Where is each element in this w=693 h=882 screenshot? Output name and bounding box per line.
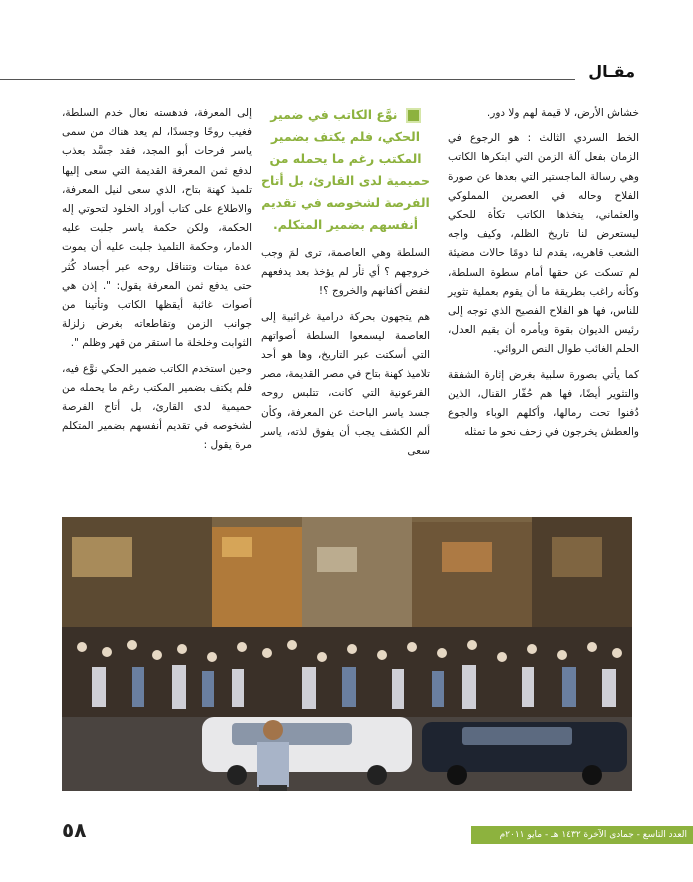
paragraph: إلى المعرفة، فدهسته نعال خدم السلطة، فغيب روحًا وجسدًا، لم يعد هناك من سمى ياسر فرحات أبو المجد، فقد جسَّد بعذب لدفع ثمن المعرفة القديمة التي سعى إليها تلميذ كهنة بتاح، الذي سعى لنيل المعرفة، والاطلاع على كتاب أوراد الخلود لتحوتي إله الحكمة، ولكن حكمة ياسر جلبت عليه الدمار، وحكمة التلميذ جلبت عليه أن يموت عدة ميتات وتتناقل روحه عبر أجساد كُثر حتى يدفع ثمن المعرفة يقول: ". إذن هي أصوات غائبة أيقظها الكاتب وتأتينا من جوانب الزمن وتقاطعاته بغرض زلزلة الثوابت وخلخلة ما استقر من قهر وظلم ". <box>62 107 252 350</box>
paragraph: خشاش الأرض، لا قيمة لهم ولا دور. <box>486 107 639 119</box>
pull-quote <box>261 104 430 236</box>
issue-footer: العدد التاسع - جمادى الآخرة ١٤٣٢ هـ - مايو ٢٠١١م <box>471 826 693 844</box>
pull-quote-text: نوَّع الكاتب في ضمير الحكي، فلم يكتف بضمير المكتب رغم ما يحمله من حميمية لدى القارئ، بل أتاح الفرصة لشخوصه في تقديم أنفسهم بضمير المتكلم. <box>261 107 430 232</box>
page-number: ٥٨ <box>62 818 87 842</box>
header-rule <box>0 79 575 80</box>
article-column-right <box>448 104 639 448</box>
quote-square-icon <box>406 108 421 123</box>
street-crowd-photo <box>62 517 632 791</box>
paragraph: السلطة وهي العاصمة، ترى لمَ وجب خروجهم ؟ أي ثأر لم يؤخذ بعد يدفعهم لنفض أكفانهم والخروج ؟! <box>261 247 430 298</box>
paragraph: هم يتجهون بحركة درامية غرائبية إلى العاصمة ليسمعوا السلطة أصواتهم التي أسكتت عبر التاريخ، وها هو أحد تلاميذ كهنة بتاح في مصر القديمة، مصر الفرعونية التي كانت، تتلبس روحه جسد ياسر الباحث عن المعرفة، وكأن ألم الكشف يجب أن يفوق لذته، ياسر سعى <box>261 310 430 458</box>
paragraph: الخط السردي الثالث : هو الرجوع في الزمان بفعل آلة الزمن التي ابتكرها الكاتب وهي رسالة الماجستير التي بعدها عن صورة الفلاح وحاله في العصرين المملوكي والعثماني، يتخذها الكاتب تكأة للحكي ليستعرض لنا تاريخ الظلم، وكيف واجه الشعب قاهريه، يقدم لنا دومًا حالات مضيئة لم تسكت عن حقها أمام سطوة السلطة، وكأنه راغب بطريقة ما أن يقوم بعملية تثوير للناس، فها هو الفلاح الفصيح الذي توجه إلى رئيس الديوان بقوة ويأمره أن يقيم العدل، الحلم الغائب طوال النص الروائي. <box>448 132 639 356</box>
article-column-left <box>62 104 252 462</box>
article-column-middle <box>261 104 430 467</box>
paragraph: كما يأتي بصورة سلبية بغرض إثارة الشفقة والتثوير أيضًا، فها هم حُفّار القنال، الذين دُفنوا تحت رمالها، وأكلهم الوباء والجوع والعطش يخرجون في زحف نحو ما تمثله <box>448 368 639 439</box>
paragraph: وحين استخدم الكاتب ضمير الحكي نوَّع فيه، فلم يكتف بضمير المكتب رغم ما يحمله من حميمية لدى القارئ، بل أتاح الفرصة لشخوصه في تقديم أنفسهم بضمير المتكلم مرة يقول : <box>62 362 252 452</box>
section-title: مقـال <box>588 62 635 81</box>
